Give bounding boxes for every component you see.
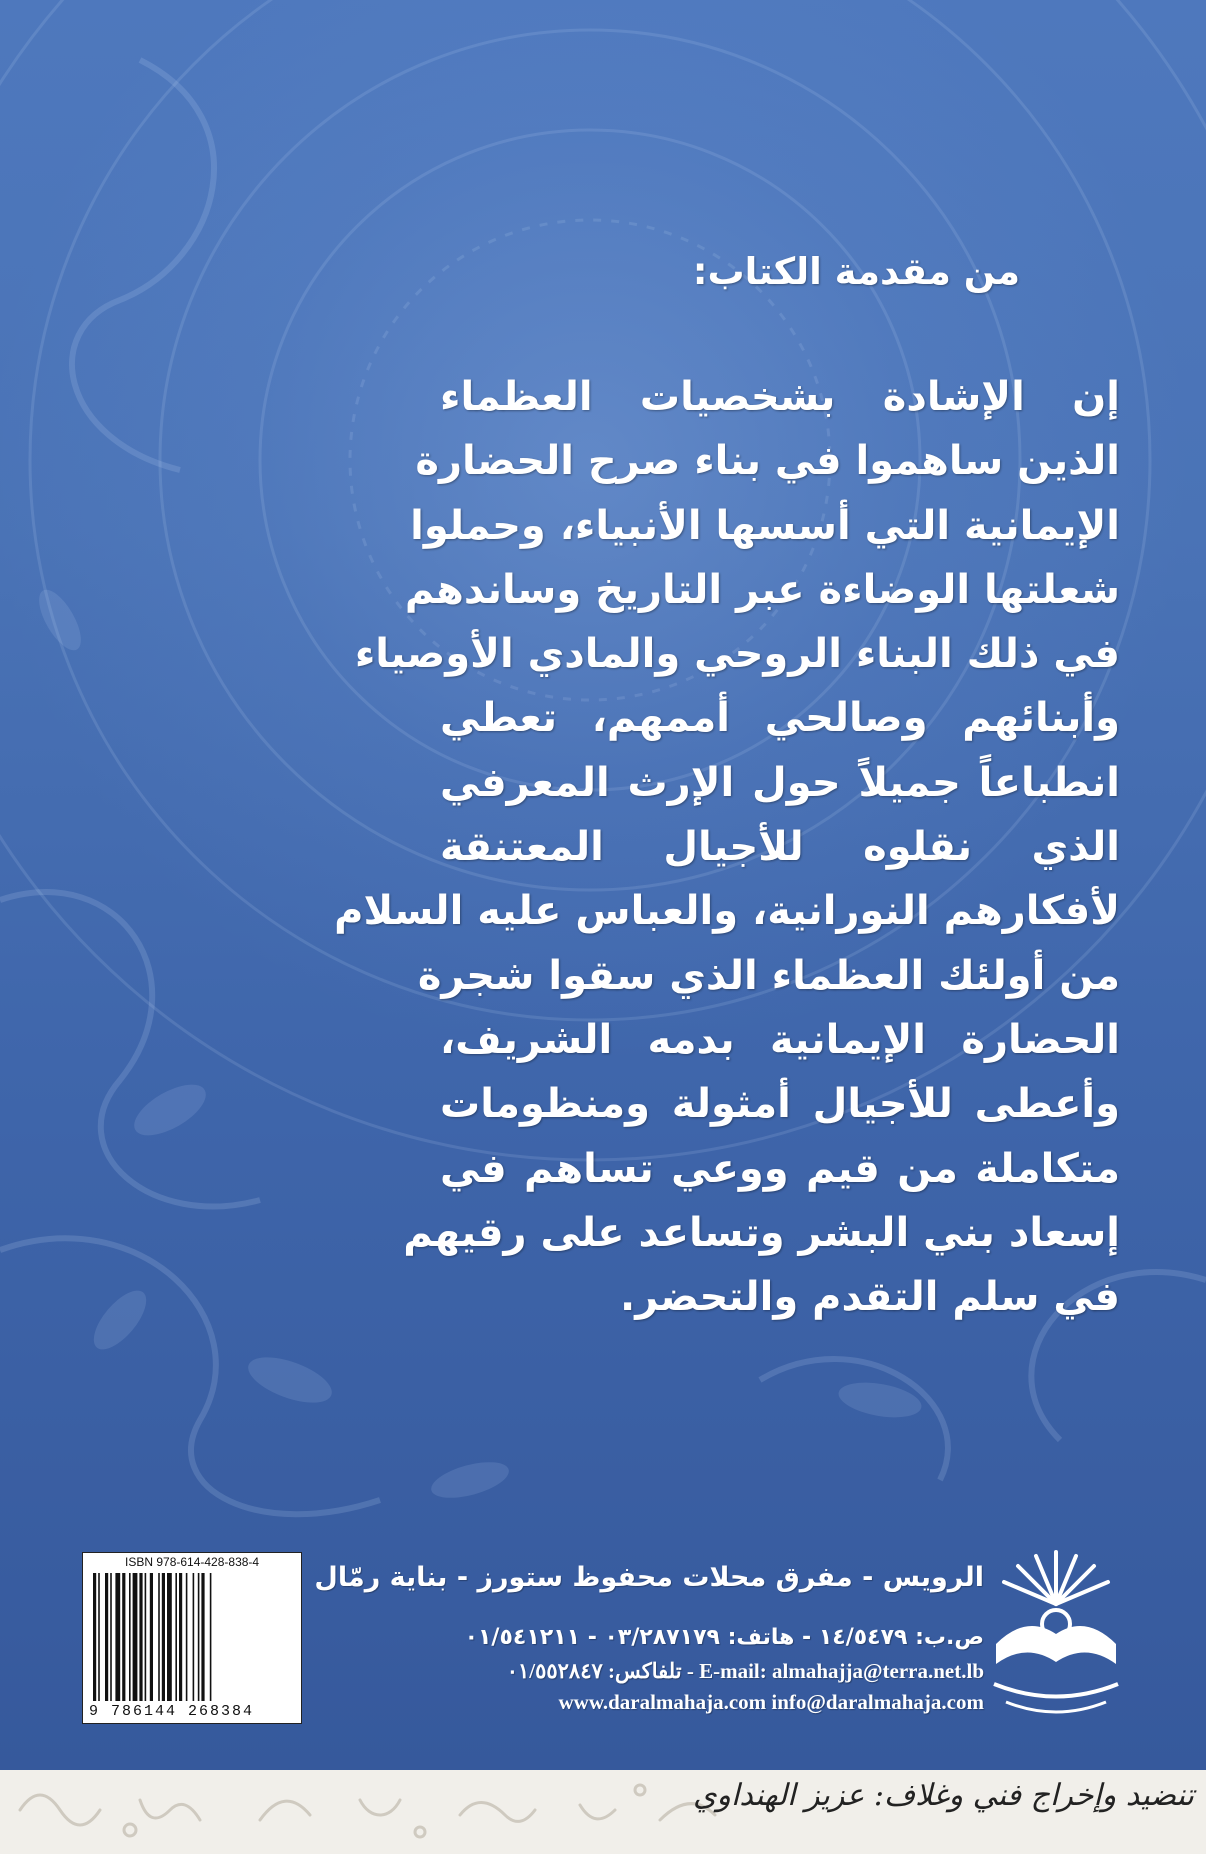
barcode-bar — [198, 1573, 200, 1701]
text-line: الذين ساهموا في بناء صرح الحضارة — [415, 438, 1120, 485]
barcode-bar — [162, 1573, 165, 1701]
barcode-bar — [105, 1573, 108, 1701]
text-line: في ذلك البناء الروحي والمادي الأوصياء — [354, 631, 1120, 678]
design-credit: تنضيد وإخراج فني وغلاف: عزيز الهنداوي — [693, 1778, 1194, 1813]
text-line: الحضارة الإيمانية بدمه الشريف، — [440, 1016, 1120, 1063]
barcode-bar — [193, 1573, 195, 1701]
text-line: متكاملة من قيم ووعي تساهم في — [440, 1145, 1120, 1192]
barcode-bar — [167, 1573, 172, 1701]
barcode-bar — [210, 1573, 212, 1701]
barcode-bar — [201, 1573, 204, 1701]
text-line: لأفكارهم النورانية، والعباس عليه السلام — [334, 888, 1120, 935]
text-line: الذي نقلوه للأجيال المعتنقة — [440, 824, 1120, 871]
text-line: انطباعاً جميلاً حول الإرث المعرفي — [440, 759, 1120, 806]
text-line: الإيمانية التي أسسها الأنبياء، وحملوا — [410, 502, 1120, 549]
intro-text — [334, 365, 1120, 1329]
barcode-bar — [179, 1573, 182, 1701]
text-line: وأبنائهم وصالحي أممهم، تعطي — [440, 695, 1120, 742]
text-line: من أولئك العظماء الذي سقوا شجرة — [417, 952, 1120, 999]
barcode-bar — [158, 1573, 160, 1701]
isbn-label: ISBN 978-614-428-838-4 — [125, 1555, 260, 1569]
barcode-bar — [133, 1573, 138, 1701]
barcode-bar — [139, 1573, 142, 1701]
barcode-bar — [186, 1573, 188, 1701]
section-heading: من مقدمة الكتاب: — [692, 250, 1020, 293]
barcode-bar — [115, 1573, 120, 1701]
publisher-web: www.daralmahaja.com info@daralmahaja.com — [558, 1690, 984, 1714]
barcode-bar — [93, 1573, 96, 1701]
isbn-digits: 9 786144 268384 — [89, 1703, 255, 1720]
text-line: إسعاد بني البشر وتساعد على رقيهم — [403, 1209, 1120, 1256]
barcode-bar — [98, 1573, 100, 1701]
barcode-bar — [175, 1573, 177, 1701]
barcode-bar — [129, 1573, 131, 1701]
isbn-barcode — [82, 1552, 302, 1724]
barcode-bars — [91, 1573, 293, 1701]
publisher-logo-icon — [976, 1534, 1136, 1734]
barcode-bar — [150, 1573, 153, 1701]
text-line: وأعطى للأجيال أمثولة ومنظومات — [440, 1081, 1120, 1128]
text-line: شعلتها الوضاءة عبر التاريخ وساندهم — [404, 566, 1120, 613]
barcode-bar — [110, 1573, 112, 1701]
publisher-address: الرويس - مفرق محلات محفوظ ستورز - بناية رمّال — [314, 1562, 984, 1593]
text-line: إن الإشادة بشخصيات العظماء — [440, 374, 1120, 420]
text-line: في سلم التقدم والتحضر. — [620, 1274, 1120, 1321]
barcode-bar — [122, 1573, 125, 1701]
barcode-bar — [145, 1573, 147, 1701]
publisher-phone: ص.ب: ١٤/٥٤٧٩ - هاتف: ٠٣/٢٨٧١٧٩ - ٠١/٥٤١٢١١ — [464, 1625, 984, 1650]
publisher-fax-email: تلفاكس: ٠١/٥٥٢٨٤٧ - E-mail: almahajja@terra.net.lb — [506, 1659, 984, 1683]
